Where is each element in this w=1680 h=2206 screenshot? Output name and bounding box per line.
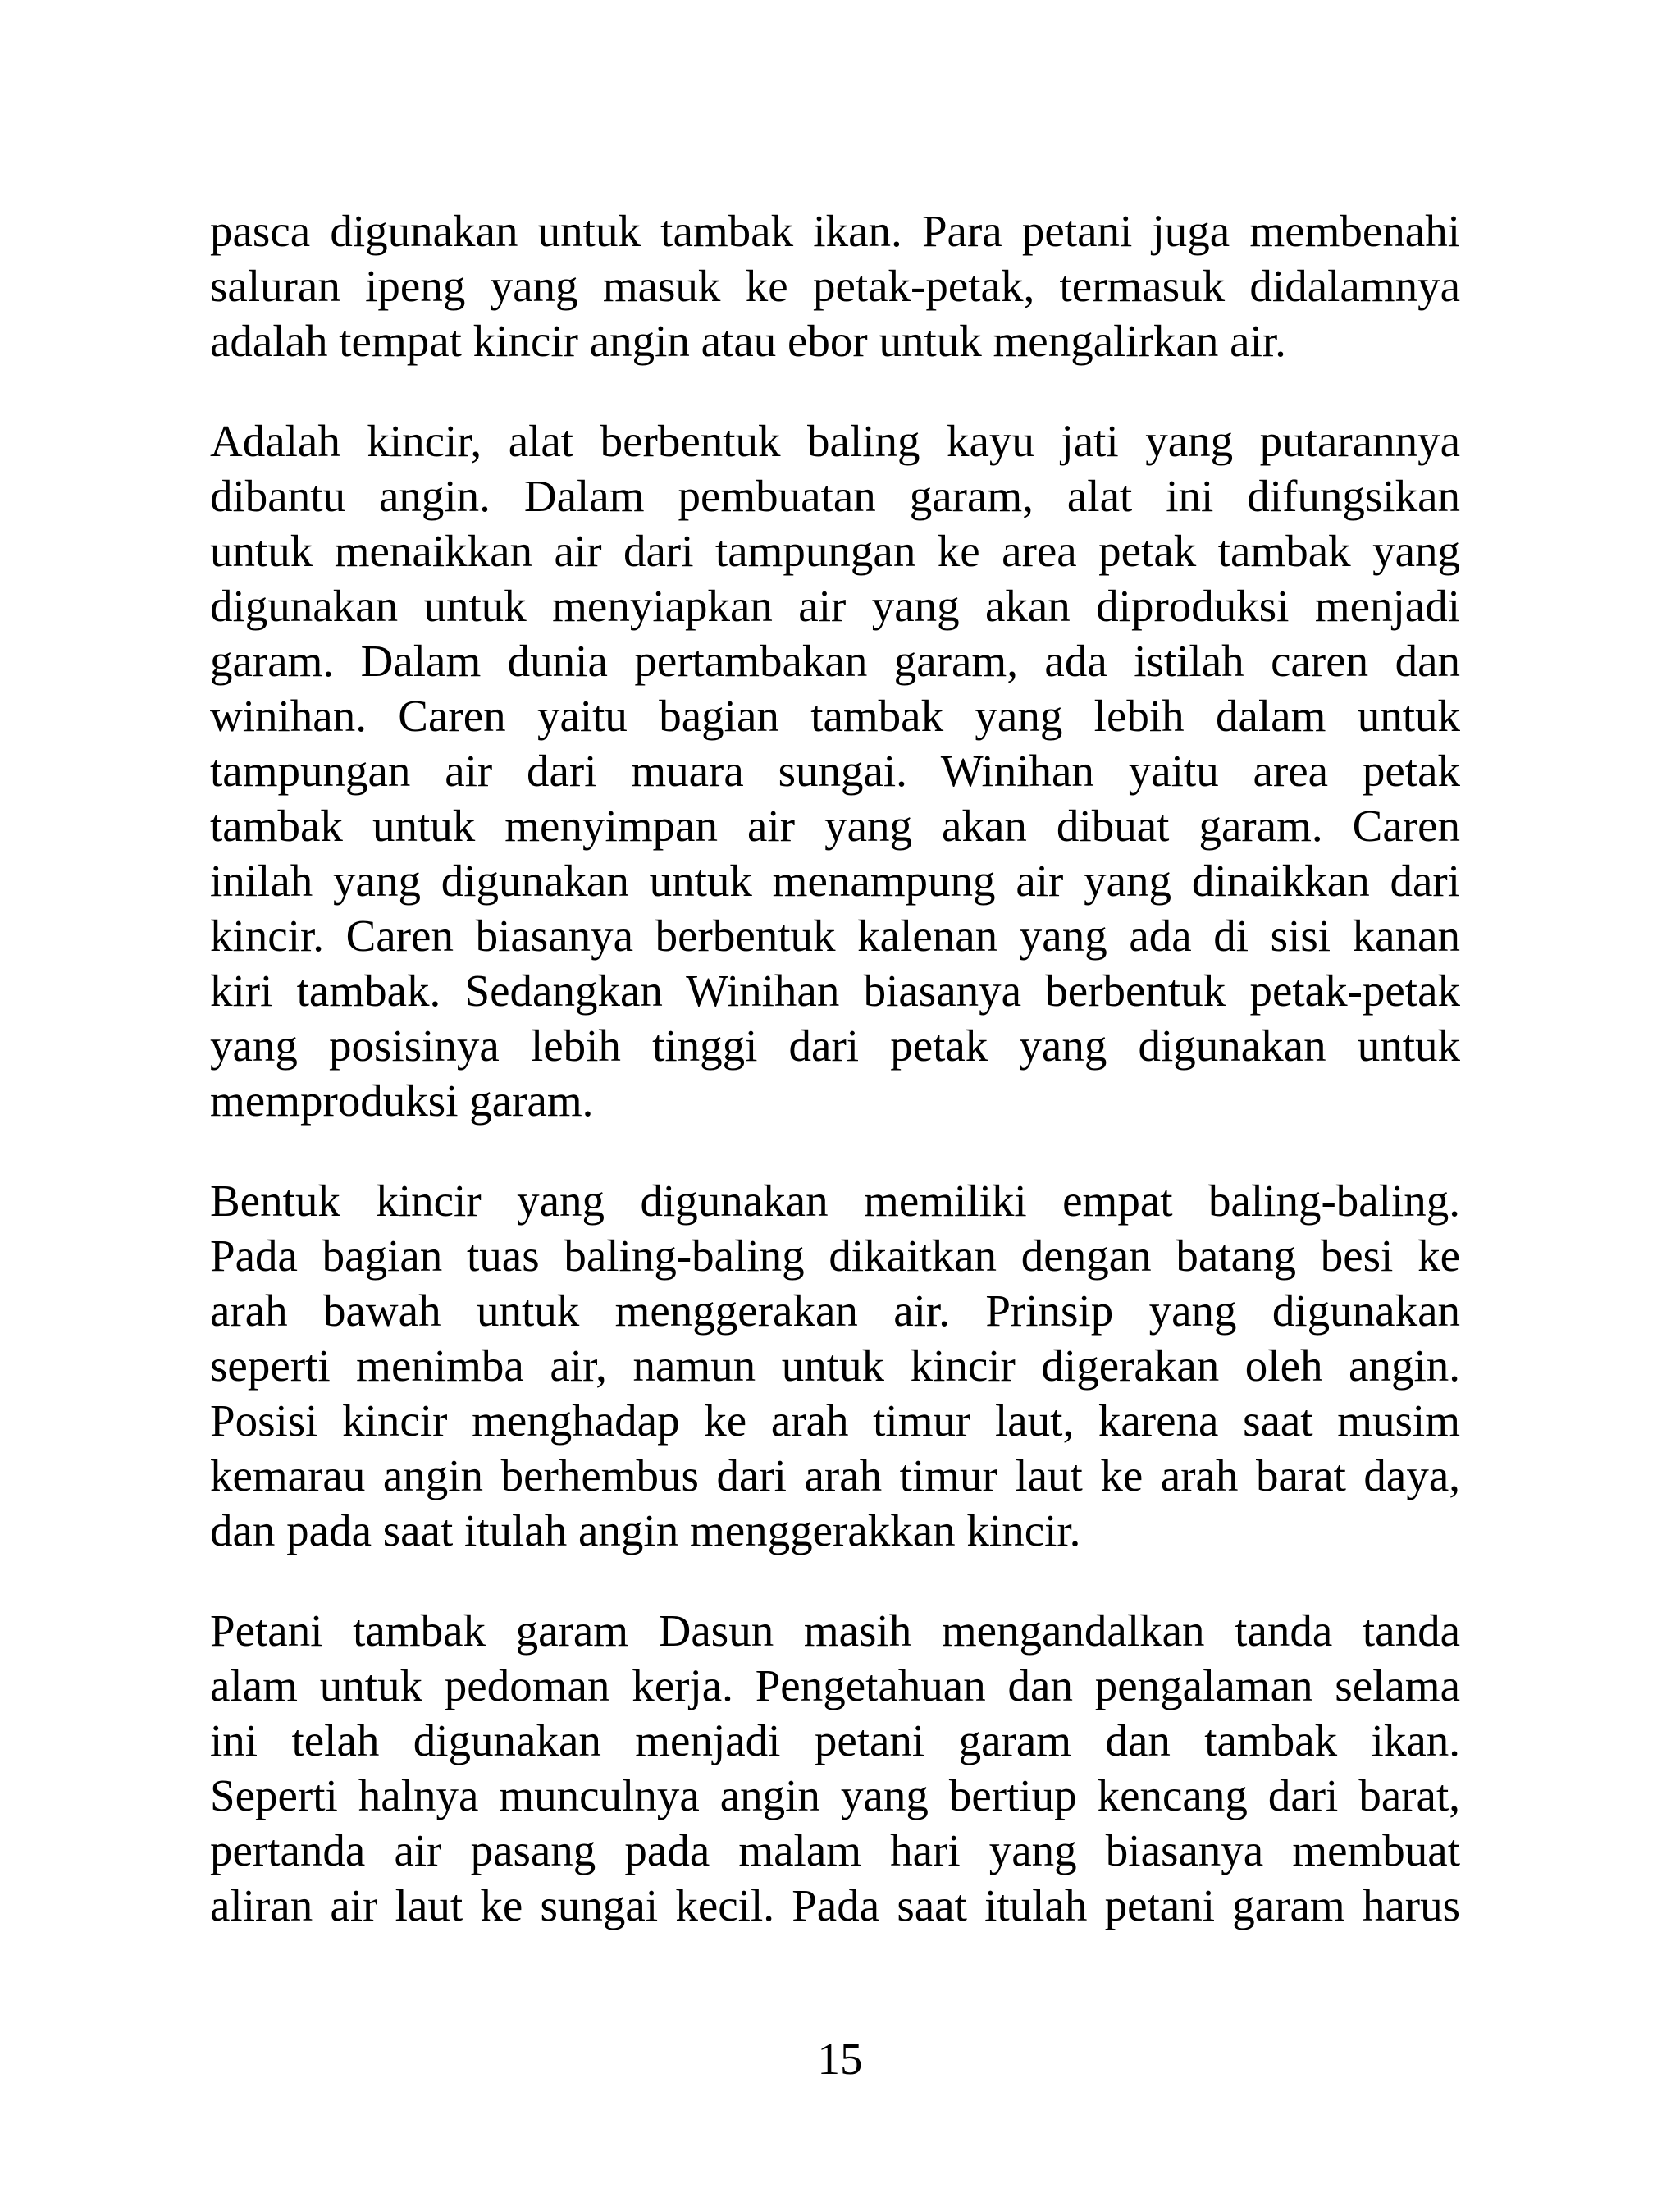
text-line: Adalah kincir, alat berbentuk baling kayu jati yang putarannya xyxy=(210,416,1460,466)
text-line: Bentuk kincir yang digunakan memiliki empat baling-baling. xyxy=(210,1176,1460,1226)
text-line: dan pada saat itulah angin menggerakkan kincir. xyxy=(210,1505,1081,1555)
text-line: digunakan untuk menyiapkan air yang akan diproduksi menjadi xyxy=(210,581,1460,631)
text-line: pasca digunakan untuk tambak ikan. Para petani juga membenahi xyxy=(210,206,1460,256)
text-line: seperti menimba air, namun untuk kincir digerakan oleh angin. xyxy=(210,1340,1460,1391)
text-line: Seperti halnya munculnya angin yang bertiup kencang dari barat, xyxy=(210,1770,1460,1820)
text-line: kincir. Caren biasanya berbentuk kalenan yang ada di sisi kanan xyxy=(210,911,1460,961)
paragraph xyxy=(210,413,1460,1128)
text-line: tampungan air dari muara sungai. Winihan yaitu area petak xyxy=(210,746,1460,796)
text-line: yang posisinya lebih tinggi dari petak yang digunakan untuk xyxy=(210,1021,1460,1071)
text-line: dibantu angin. Dalam pembuatan garam, alat ini difungsikan xyxy=(210,471,1460,521)
text-line: alam untuk pedoman kerja. Pengetahuan dan pengalaman selama xyxy=(210,1660,1460,1710)
text-line: kiri tambak. Sedangkan Winihan biasanya berbentuk petak-petak xyxy=(210,966,1460,1016)
text-line: Pada bagian tuas baling-baling dikaitkan dengan batang besi ke xyxy=(210,1231,1460,1281)
text-line: ini telah digunakan menjadi petani garam dan tambak ikan. xyxy=(210,1715,1460,1765)
text-line: untuk menaikkan air dari tampungan ke area petak tambak yang xyxy=(210,526,1460,576)
text-line: winihan. Caren yaitu bagian tambak yang lebih dalam untuk xyxy=(210,691,1460,741)
text-line: Posisi kincir menghadap ke arah timur laut, karena saat musim xyxy=(210,1395,1460,1446)
text-line: kemarau angin berhembus dari arah timur laut ke arah barat daya, xyxy=(210,1450,1460,1500)
paragraph xyxy=(210,1173,1460,1558)
body-text xyxy=(210,203,1460,1933)
text-line: pertanda air pasang pada malam hari yang biasanya membuat xyxy=(210,1825,1460,1875)
text-line: aliran air laut ke sungai kecil. Pada saat itulah petani garam harus xyxy=(210,1880,1460,1930)
page-number: 15 xyxy=(817,2034,863,2084)
text-line: memproduksi garam. xyxy=(210,1076,594,1126)
text-line: saluran ipeng yang masuk ke petak-petak, termasuk didalamnya xyxy=(210,261,1460,311)
text-line: inilah yang digunakan untuk menampung air yang dinaikkan dari xyxy=(210,856,1460,906)
paragraph xyxy=(210,1603,1460,1933)
text-line: arah bawah untuk menggerakan air. Prinsip yang digunakan xyxy=(210,1286,1460,1336)
text-line: Petani tambak garam Dasun masih mengandalkan tanda tanda xyxy=(210,1605,1460,1656)
text-line: garam. Dalam dunia pertambakan garam, ada istilah caren dan xyxy=(210,636,1460,686)
text-line: tambak untuk menyimpan air yang akan dibuat garam. Caren xyxy=(210,801,1460,851)
paragraph xyxy=(210,203,1460,368)
text-line: adalah tempat kincir angin atau ebor untuk mengalirkan air. xyxy=(210,316,1286,366)
